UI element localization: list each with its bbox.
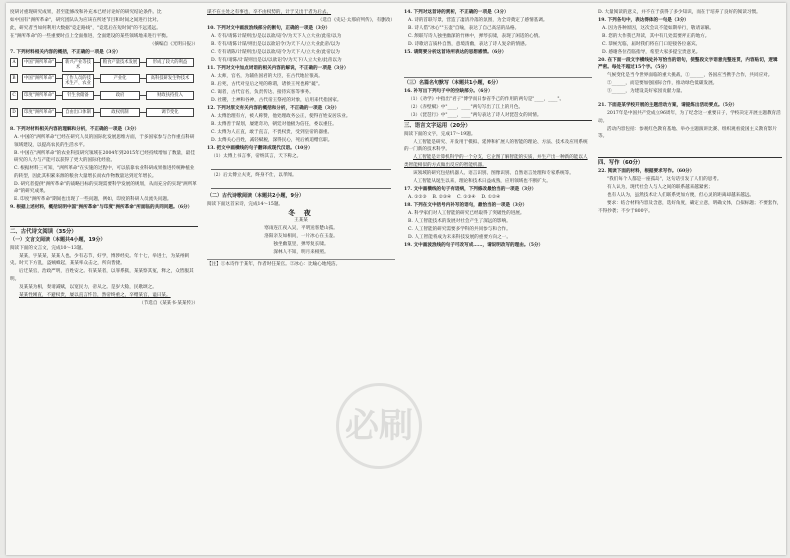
option-row [404, 194, 592, 201]
passage-paragraph: 人工智能是研究、开发用于模拟、延伸和扩展人的智能的理论、方法、技术及应用系统的一门新的技术科学。 [404, 140, 588, 153]
passage-paragraph: 要求：结合材料内容及含意，选好角度，确定立意，明确文体，自拟标题；不要套作，不得抄袭；不少于800字。 [598, 201, 782, 214]
question-10: 10. 下列对文中画波浪线部分的断句，正确的一项是（3分） [207, 26, 331, 31]
option: B. 您的大作我已拜读，其中有几处需要斧正的地方。 [602, 34, 710, 39]
option: B. 人工智能技术的发展对社会产生了深远的影响。 [408, 218, 511, 224]
diagram-label: D [10, 108, 18, 116]
passage-paragraph: 及某某为相，奏请减赋，以宽民力，帝从之。是岁大稔，民歌颂之。 [19, 284, 157, 290]
translation-item: （2）后太傅立夫吏，终身不仕，以孝闻。 [211, 173, 297, 178]
instruction: 阅读下面这首宋诗，完成14～15题。 [207, 202, 284, 207]
poem-line: 洛阳亲友如相问，一片冰心在玉壶。 [264, 234, 338, 239]
option: D. 研究者提供"洲所革命"的战略目标的实现需要科学发展的规划，从而充分的实现"洲所革命"的研究成果。 [14, 181, 197, 195]
option: A. 太傅治理有方，被人称赞，他处理政务公正，使得百姓安居乐业。 [211, 114, 351, 119]
question-22: 22. 阅读下面的材料，根据要求写作。（60分） [598, 169, 695, 175]
text-line: 谋不在主处之有事也，卒不由权势的，计于又出于者为后去。 [207, 10, 332, 15]
column-4 [598, 9, 782, 549]
option: D. 感谢各位莅临指导，希望大家多提宝贵意见。 [602, 50, 701, 55]
text-line: 如中国有"洲所革命"，研究团队认为应该在所述节目和时间之间进行比对。 [10, 18, 162, 23]
exam-sheet [6, 3, 786, 555]
passage-paragraph: 某某性刚直，不避权贵，屡以直言忤旨，然帝终重之，卒赠某官，谥曰某。 [19, 292, 171, 298]
question-18: 18. 下列在文中括号内补写的语句，最恰当的一项是（3分） [404, 202, 528, 208]
option: B. 后死，古代对皇后之死的称谓，诸侯王死也称"薨"。 [211, 82, 323, 87]
question-13: 13. 把文中画横线的句子翻译成现代汉语。（10分） [207, 146, 313, 151]
instruction: 阅读下面的文言文，完成10～13题。 [10, 246, 87, 252]
poem-line: 深林人不知，明月来相照。 [273, 250, 329, 255]
option: A. 专有/请陈计谋则出/是以以欲/诏令/为天下人立大业/此帝/以为 [211, 34, 342, 39]
flow-diagram [10, 58, 198, 122]
diagram-box: 中国"洲所革命" [22, 74, 56, 82]
option: A. 诗的首联写景，营造了凄清冷落的氛围，为全诗奠定了感情基调。 [408, 18, 548, 23]
column-3 [404, 9, 592, 549]
option: C. 恭候光临，届时我们将在门口迎接各位嘉宾。 [602, 42, 701, 47]
passage-paragraph: 2017年是中国共产党成立96周年，为了纪念这一重要日子，学校决定开展主题教育活动。 [598, 111, 781, 124]
question-15: 15. 请简要分析这首诗所表达的思想感情。（6分） [404, 50, 507, 55]
question-16: 16. 补写出下列句子中的空缺部分。（6分） [404, 89, 493, 94]
question-21: 21. 下面是某学校开展的主题活动方案，请提炼出活动要点。（5分） [598, 103, 738, 109]
option: B. 太傅善于谋划，屡建奇功，朝廷对他极为信任，委以重任。 [211, 122, 337, 127]
option: D. 社稷，土神和谷神，古代帝王祭祀的对象，后用来代指国家。 [211, 98, 342, 103]
text-line: 在"洲所革命"的一些重要时点上全面推进，全面建设的某些领域地来进行平衡。 [10, 34, 171, 39]
question-12: 12. 下列对原文有关内容的概括和分析，不正确的一项是（3分） [207, 106, 340, 111]
diagram-box: 印度"洲所革命" [22, 108, 56, 116]
diagram-box: 针生食储备 [62, 91, 94, 99]
instruction: 阅读下面的文字，完成17～19题。 [404, 132, 476, 137]
diagram-label: B [10, 74, 18, 82]
passage-paragraph: 也有人认为，虽然技术让人们联系更加方便，但心灵的距离却越来越远。 [607, 193, 755, 199]
answer-line[interactable] [211, 161, 391, 170]
translation-item: （1）太傅上书言事，帝纳其言，天下称之。 [211, 154, 302, 159]
passage-paragraph: 气候变化是当今世界面临的重大挑战，①______，各国应当携手合作，共同应对。 [607, 73, 773, 79]
diagram-box: 新兴产业等技术 [62, 58, 94, 72]
poem-note: 【注】①本诗作于某年，作者时任某官。②冰心：比喻心地纯洁。 [207, 259, 395, 268]
diagram-box: 粮食产量技术发展 [100, 58, 140, 66]
question-20: 20. 在下面一段文字横线处补写恰当的语句，使整段文字语意完整连贯，内容贴切，逻辑严密。每处不超过15个字。（5分） [598, 58, 778, 71]
column-1 [10, 9, 198, 549]
answer-space[interactable] [404, 57, 592, 77]
option: A. 因为各种原因，这次会议不能如期举行，敬请谅解。 [602, 26, 714, 31]
column-2 [207, 9, 395, 549]
option: A. 太师，官名，为辅佐国君的大臣，在古代地位很高。 [211, 74, 323, 79]
passage-paragraph: "我们每个人都是一座孤岛"，这句话引发了人们的思考。 [607, 177, 722, 183]
diagram-box: 高科技研发生物技术 [146, 74, 194, 82]
watermark-stamp: 必刷 [336, 383, 422, 469]
question-9: 9. 根据上述材料，概括说明中国"洲所革命"与印度"洲所革命"所面临的共同问题。（6分） [10, 205, 193, 211]
diagram-box: 调节变化 [146, 108, 194, 116]
option: C. ①③④ [456, 194, 476, 200]
section-heading: 二、古代诗文阅读（35分） [10, 226, 198, 236]
option: D. ①②④ [481, 194, 501, 200]
option: C. 颔联写诗人独坐幽深的竹林中，弹琴长啸，表现了闲适的心情。 [408, 34, 543, 39]
question-7: 7. 下列材料相关内容的概括，不正确的一项是（3分） [10, 50, 121, 55]
option: E. 印度"洲所革命"期间也出现了一些问题，例如，印度的科研人员流失问题。 [14, 197, 172, 203]
option: C. 专有请陈/计谋则出/是以以欲/诏令为天下人/立大业/此帝以为 [211, 50, 340, 55]
option: D. 太傅关心百姓，减轻赋税，深得民心，死后被追赠官职。 [211, 138, 333, 143]
option: A. 中国的"洲所革命"已经在研究人员的国际化发展思维方面，于多国家参与合作重点科研领域建设，以提高农民的生活水平。 [14, 135, 195, 148]
option: D. 诗歌语言质朴自然，意境清幽，表达了诗人复杂的情感。 [408, 42, 530, 47]
option: C. 人工智能的研究需要多学科的共同参与和合作。 [408, 226, 511, 232]
diagram-box: 自由出口体制 [62, 108, 94, 116]
source-note: （摘编自《光明日报》） [149, 42, 198, 47]
passage-paragraph: 后迁某官，治政严明，百姓安之。有某某者，以罪系狱，某某察其冤，释之，众皆服其明。 [10, 269, 194, 282]
option: C. 太傅为人正直，敢于直言，不畏权贵，受到皇帝的器重。 [211, 130, 333, 135]
diagram-box: 产业化 [100, 74, 140, 82]
poem-line: 寒雨连江夜入吴，平明送客楚山孤。 [264, 226, 338, 231]
option: D. 专有/请陈/计谋则出是以/以欲诏令/为天下/人立大业/此帝以为 [211, 58, 342, 63]
diagram-box: 政权机制 [100, 108, 140, 116]
source-note: （节选自《某某书·某某传》） [139, 300, 198, 306]
diagram-label: A [10, 58, 18, 66]
passage-paragraph: ②______，而是要加强国际合作，推动绿色低碳发展。 [607, 81, 718, 87]
subsection-heading: （二）古代诗歌阅读（本题共2小题，9分） [207, 193, 304, 199]
passage-paragraph: 人工智能是计算机科学的一个分支，它企图了解智能的实质，并生产出一种新的能以人类智能相似的方式做出反应的智能机器。 [404, 155, 588, 168]
passage-paragraph: 有人认为，现代社会人与人之间的联系越来越紧密； [607, 185, 713, 191]
question-11: 11. 下列对文中加点词语的相关内容的解说，不正确的一项是（3分） [207, 66, 349, 71]
diagram-box: 工作人员的技术生产、农业 [62, 74, 94, 88]
diagram-box: 形成了较大的利益 [146, 58, 194, 66]
question-19: 19. 文中画波浪线的句子可改写成……，请说明改写的理由。（5分） [404, 242, 544, 248]
option: A. 科学家们对人工智能的研究已经取得了突破性的进展。 [408, 210, 525, 216]
passage-paragraph: 某某，字某某，某某人也。少有志节，好学，博涉经史。年十七，举进士，为某州刺史。时天下方乱，盗贼蜂起，某某率众击之，所向皆捷。 [10, 254, 189, 267]
passage-paragraph: ③______，为建设美好家园贡献力量。 [607, 89, 686, 95]
source-note: （选自《史记·太那府列传》，有删改） [317, 18, 395, 23]
option: B. 专有/请陈计谋/则出是以以欲诏令/为天下人/立大业此帝/以为 [211, 42, 340, 47]
option: C. 谒者，古代官名，负责传达、接待宾客等事务。 [211, 90, 314, 95]
diagram-label: C [10, 91, 18, 99]
poem-line: 独坐幽篁里，弹琴复长啸。 [273, 242, 329, 247]
text-line: 度研讨重现研究成果，甚至能修改和补充本已经讨论好的研究结论条件。比 [10, 10, 162, 15]
passage-paragraph: 活动内容包括：参观红色教育基地、举办主题演讲比赛、组织观看爱国主义教育影片等。 [598, 126, 777, 140]
answer-line[interactable] [211, 180, 391, 189]
section-heading: 四、写作（60分） [598, 157, 782, 167]
poem-title: 冬 夜 [288, 208, 314, 217]
subsection-heading: （三）名篇名句默写（本题共1小题，6分） [404, 77, 592, 87]
diagram-box: 财政扶持投入 [146, 91, 194, 99]
subsection-heading: （一）文言文阅读（本题共4小题，19分） [10, 237, 106, 244]
diagram-box: 印度"洲所革命" [22, 91, 56, 99]
question-19b: 19. 下列各句中，表达得体的一句是（3分） [598, 18, 689, 23]
fill-item: （2）《赤壁赋》中"____，____"两句写出了江上的月色。 [408, 105, 524, 110]
text-line: 此，研究者当如何利用大数据"竞走路线"，"竞选后在短时间"的不远遥远。 [10, 26, 161, 31]
question-17: 17. 文中画横线的句子有语病，下列修改最恰当的一项是（3分） [404, 186, 537, 192]
option: C. 根据材料三可知，"洲所革命"在实施的过程中，可以依靠农业科研成果推进传统种植业的转型，因此其积累来源的粮食大量增长而农作物数量达到近年增长。 [14, 166, 195, 179]
passage-paragraph: 人工智能从诞生以来，理论和技术日益成熟，应用领域也不断扩大。 [413, 178, 551, 184]
fill-item: （3）《琵琶行》中"____，____"两句表达了诗人对琵琶女的同情。 [408, 113, 542, 118]
question-14: 14. 下列对这首诗的赏析，不正确的一项是（3分） [404, 10, 509, 15]
answer-space[interactable] [598, 141, 782, 157]
poem-author: 王某某 [294, 218, 308, 223]
option: B. 中国在"洲所革命"的农业科技研究领域在2004年到2015年已经持续增加了数量，最佳研究的人力与产能可以获得了更大的国际化经验。 [14, 150, 195, 164]
option: B. ②③④ [432, 194, 452, 200]
option: A. ①②③ [408, 194, 427, 200]
section-heading: 三、语言文字运用（20分） [404, 120, 592, 130]
text-line: D. 大量阅读的意义，并不在于获得了多少知识，而在于培养了良好的阅读习惯。 [598, 10, 761, 15]
fill-item: （1）《劝学》中指出"君子"博学而日参省乎己的作用的两句是"____，____"。 [408, 97, 565, 102]
passage-paragraph: 该领域的研究包括机器人、语言识别、图像识别、自然语言处理和专家系统等。 [413, 170, 574, 176]
option: D. 人工智能将成为未来科技发展的重要方向之一。 [408, 234, 511, 240]
option: B. 诗人借"冰心""玉壶"自喻，表达了自己高洁的品格。 [408, 26, 520, 31]
diagram-box: 政府 [100, 91, 140, 99]
diagram-box: 中国"洲所革命" [22, 58, 56, 66]
question-8: 8. 下列对材料相关内容的理解和分析，不正确的一项是（3分） [10, 127, 140, 133]
